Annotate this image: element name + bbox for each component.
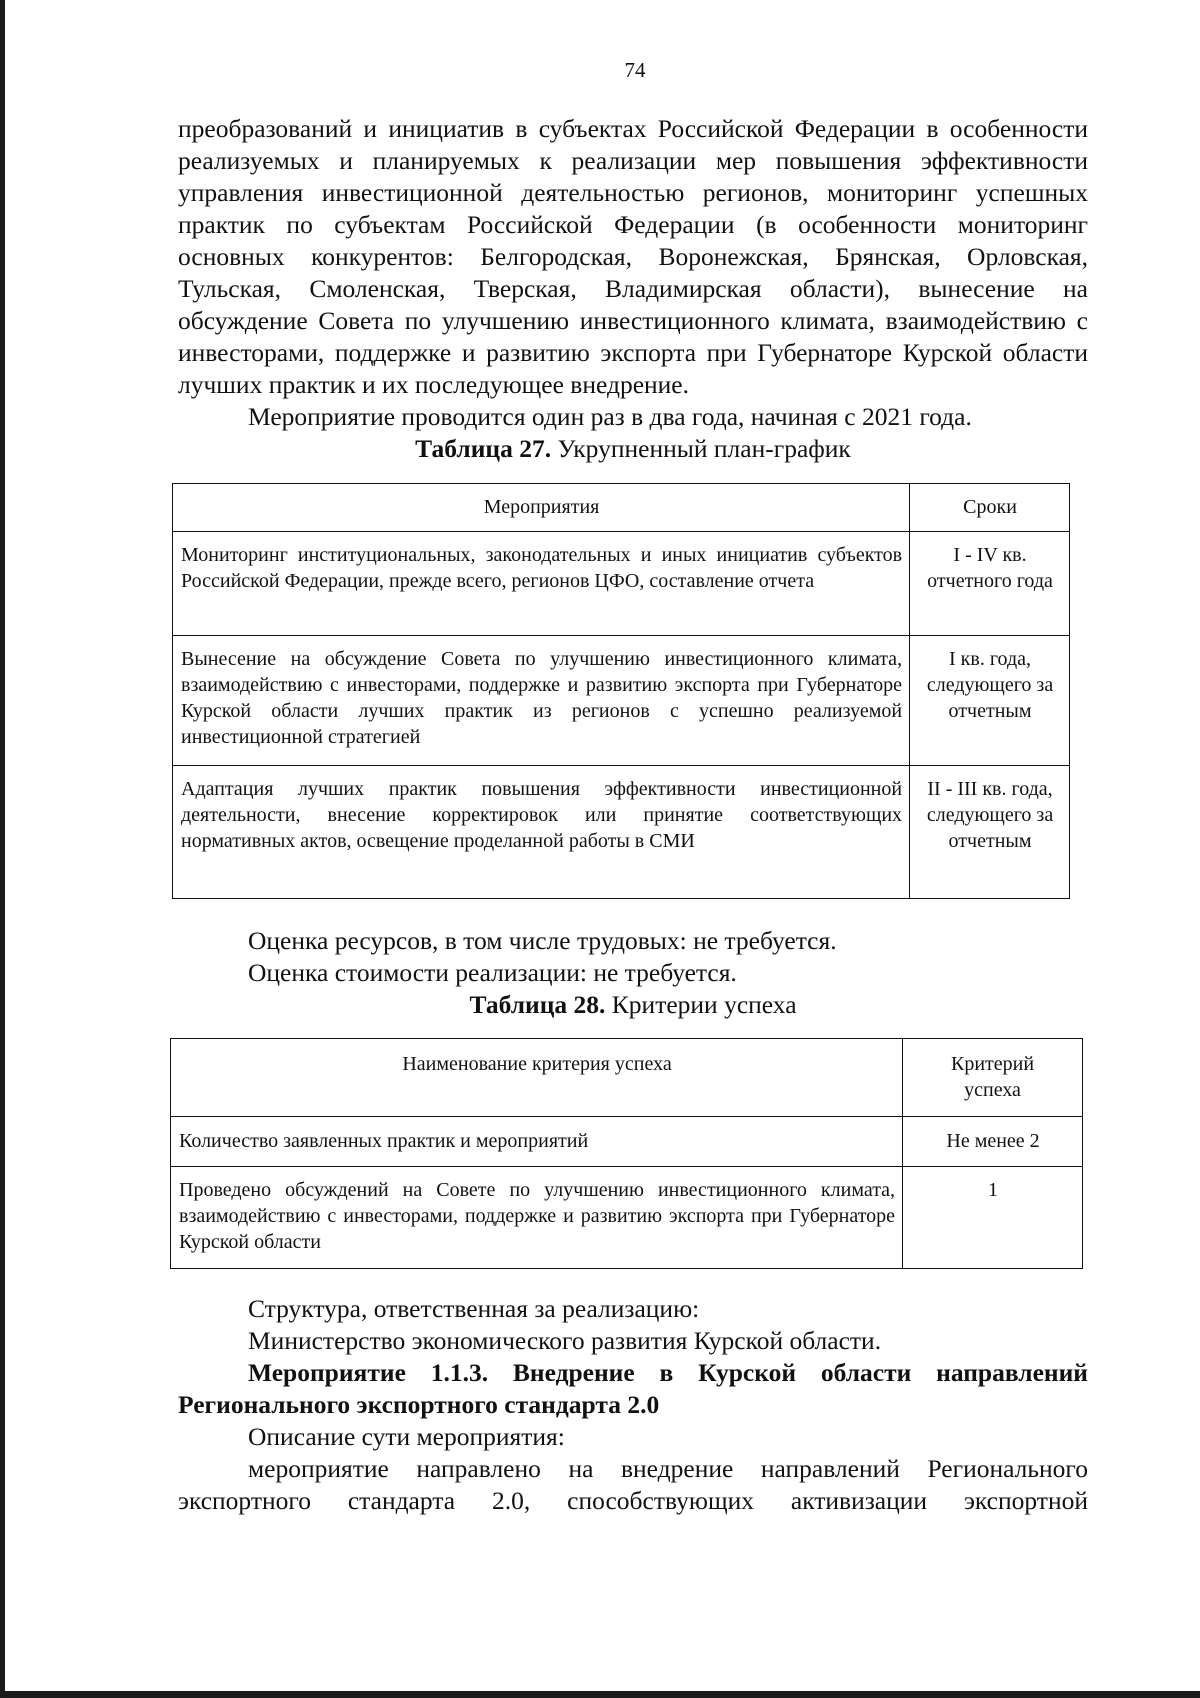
- structure-value: Министерство экономического развития Курской области.: [248, 1326, 882, 1355]
- frequency-text: Мероприятие проводится один раз в два года, начиная с 2021 года.: [248, 402, 972, 431]
- table27-row3-term: II - III кв. года, следующего за отчетным: [910, 766, 1070, 899]
- table27-row2-event: Вынесение на обсуждение Совета по улучшению инвестиционного климата, взаимодействию с инвесторами, поддержке и развитию экспорта при Губернаторе Курской области лучших практик из регионов с успешно реализуемой инвестиционной стратегией: [173, 636, 910, 766]
- structure-label: Структура, ответственная за реализацию:: [248, 1294, 700, 1323]
- table27-row1-event: Мониторинг институциональных, законодательных и иных инициатив субъектов Российской Федерации, прежде всего, регионов ЦФО, составление отчета: [173, 532, 910, 636]
- table27-header-terms: Сроки: [910, 484, 1070, 532]
- table28-header-value: Критерий успеха: [903, 1039, 1083, 1117]
- scan-edge-bottom: [0, 1691, 1200, 1698]
- table28: [170, 1038, 1083, 1269]
- table28-row2-criterion: Проведено обсуждений на Совете по улучшению инвестиционного климата, взаимодействию с инвесторами, поддержке и развитию экспорта при Губернаторе Курской области: [171, 1167, 903, 1269]
- table28-row2-value: 1: [903, 1167, 1083, 1269]
- table28-row1-value: Не менее 2: [903, 1117, 1083, 1167]
- table27-caption: [178, 433, 1088, 465]
- table27-row: [173, 636, 1070, 766]
- table27: [172, 483, 1070, 899]
- table27-header-events: Мероприятия: [173, 484, 910, 532]
- table28-row1-criterion: Количество заявленных практик и мероприятий: [171, 1117, 903, 1167]
- table27-row: [173, 532, 1070, 636]
- intro-paragraph: преобразований и инициатив в субъектах Российской Федерации в особенности реализуемых и планируемых к реализации мер повышения эффективности управления инвестиционной деятельностью регионов, мониторинг успешных практик по субъектам Российской Федерации (в особенности мониторинг основных конкурентов: Белгородская, Воронежская, Брянская, Орловская, Тульская, Смоленская, Тверская, Владимирская области), вынесение на обсуждение Совета по улучшению инвестиционного климата, взаимодействию с инвесторами, поддержке и развитию экспорта при Губернаторе Курской области лучших практик и их последующее внедрение.: [178, 114, 1088, 399]
- table28-row: [171, 1117, 1083, 1167]
- cost-text: Оценка стоимости реализации: не требуется.: [248, 958, 737, 987]
- page-number: 74: [624, 58, 646, 82]
- table27-header-row: [173, 484, 1070, 532]
- measure-heading: Мероприятие 1.1.3. Внедрение в Курской области направлений Регионального экспортного стандарта 2.0: [178, 1358, 1088, 1419]
- table27-row2-term: I кв. года, следующего за отчетным: [910, 636, 1070, 766]
- table28-row: [171, 1167, 1083, 1269]
- table28-header-criterion: Наименование критерия успеха: [171, 1039, 903, 1117]
- table27-caption-number: Таблица 27.: [415, 434, 552, 463]
- table28-caption-number: Таблица 28.: [469, 990, 606, 1019]
- table28-header-row: [171, 1039, 1083, 1117]
- table27-row1-term: I - IV кв. отчетного года: [910, 532, 1070, 636]
- table28-caption-title: Критерии успеха: [605, 990, 797, 1019]
- table28-caption: [178, 989, 1088, 1021]
- table27-row3-event: Адаптация лучших практик повышения эффективности инвестиционной деятельности, внесение корректировок или принятие соответствующих нормативных актов, освещение проделанной работы в СМИ: [173, 766, 910, 899]
- table27-row: [173, 766, 1070, 899]
- description-text: мероприятие направлено на внедрение направлений Регионального экспортного стандарта 2.0, способствующих активизации экспортной: [178, 1454, 1088, 1515]
- resources-text: Оценка ресурсов, в том числе трудовых: не требуется.: [248, 926, 837, 955]
- page-content: [178, 113, 1088, 1517]
- description-label: Описание сути мероприятия:: [248, 1422, 565, 1451]
- table27-caption-title: Укрупненный план-график: [551, 434, 851, 463]
- scan-edge-left: [0, 0, 5, 1698]
